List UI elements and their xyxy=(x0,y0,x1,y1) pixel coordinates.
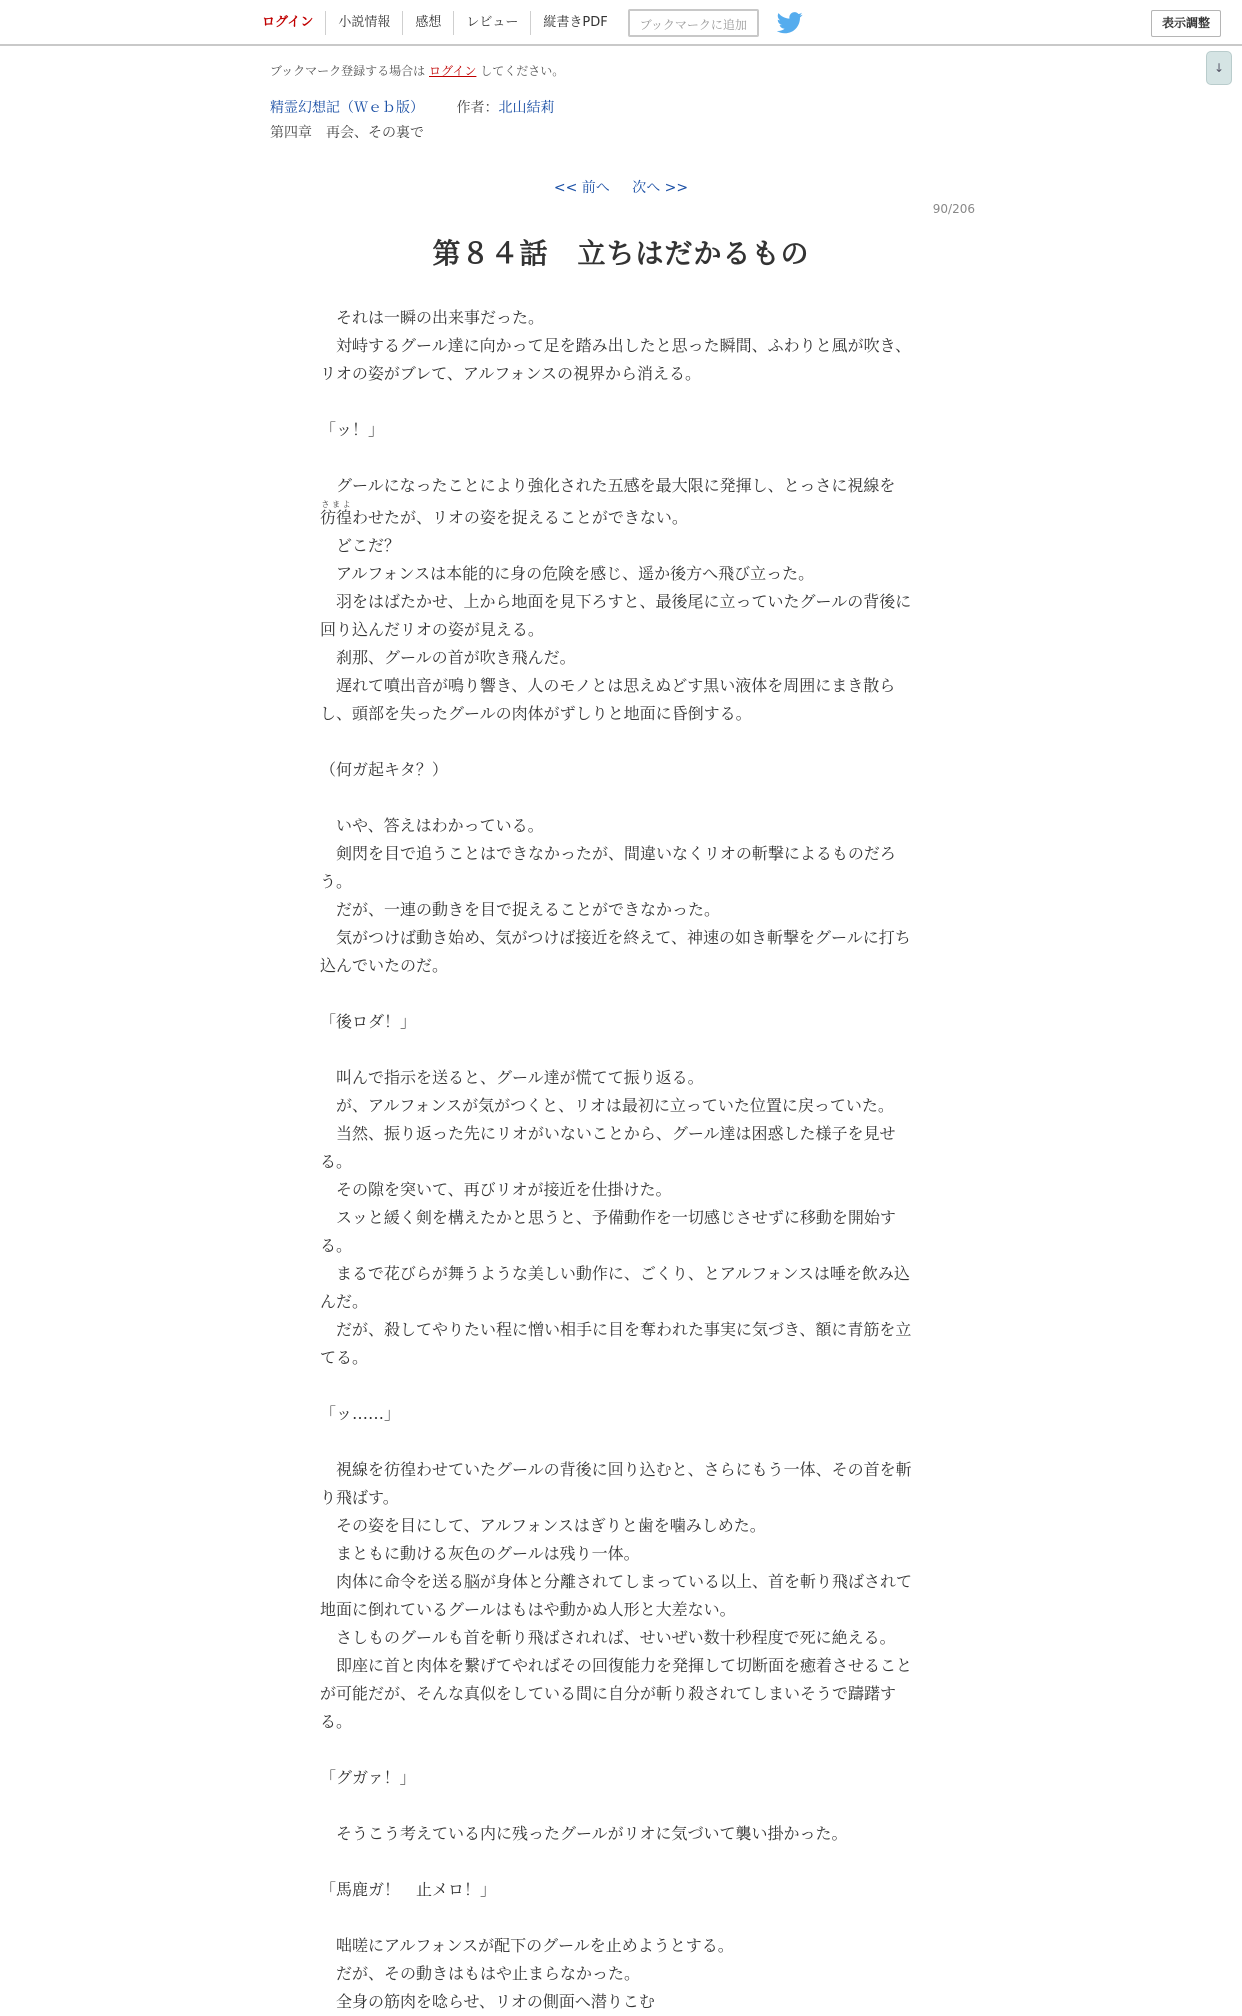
next-episode-link[interactable]: 次へ >> xyxy=(632,180,689,196)
author-name-link[interactable]: 北山結莉 xyxy=(498,100,555,116)
novel-paragraph: アルフォンスは本能的に身の危険を感じ、遥か後方へ飛び立った。 xyxy=(320,564,815,583)
novel-paragraph: 遅れて噴出音が鳴り響き、人のモノとは思えぬどす黒い液体を周囲にまき散らし、頭部を失ったグールの肉体がずしりと地面に昏倒する。 xyxy=(320,676,896,723)
top-navigation-bar xyxy=(0,0,1242,46)
novel-paragraph xyxy=(320,784,920,812)
novel-paragraph: その隙を突いて、再びリオが接近を仕掛けた。 xyxy=(320,1180,672,1199)
ruby-base: 彷徨 xyxy=(320,508,353,527)
author-label: 作者： xyxy=(456,100,499,116)
novel-paragraph: 「ッ……」 xyxy=(320,1404,401,1423)
ruby-text xyxy=(320,500,353,527)
bookmark-notice-after: してください。 xyxy=(480,64,565,78)
twitter-bird-icon[interactable] xyxy=(777,12,803,34)
novel-paragraph: 「ッ！」 xyxy=(320,420,385,439)
novel-paragraph: 羽をはばたかせ、上から地面を見下ろすと、最後尾に立っていたグールの背後に回り込んだリオの姿が見える。 xyxy=(320,592,912,639)
bookmark-notice xyxy=(270,62,564,79)
novel-paragraph: が、アルフォンスが気がつくと、リオは最初に立っていた位置に戻っていた。 xyxy=(320,1096,894,1115)
novel-paragraph: 「後ロダ！」 xyxy=(320,1012,417,1031)
novel-paragraph xyxy=(320,728,920,756)
novel-paragraph: だが、殺してやりたい程に憎い相手に目を奪われた事実に気づき、額に青筋を立てる。 xyxy=(320,1320,912,1367)
bookmark-notice-login-link[interactable]: ログイン xyxy=(429,64,477,78)
novel-paragraph: （何ガ起キタ？） xyxy=(320,760,448,779)
novel-paragraph: 気がつけば動き始め、気がつけば接近を終えて、神速の如き斬撃をグールに打ち込んでいたのだ。 xyxy=(320,928,911,975)
novel-paragraph: いや、答えはわかっている。 xyxy=(320,816,544,835)
nav-vertical-pdf-link[interactable]: 縦書きPDF xyxy=(543,15,608,30)
episode-title: 第８４話 立ちはだかるもの xyxy=(432,237,810,270)
series-author-line xyxy=(270,97,554,117)
novel-paragraph xyxy=(320,1372,920,1400)
scroll-down-button[interactable]: ↓ xyxy=(1206,51,1232,85)
novel-paragraph: 「グガァ！」 xyxy=(320,1768,416,1787)
nav-novel-info-link[interactable]: 小説情報 xyxy=(326,11,403,35)
novel-paragraph: まるで花びらが舞うような美しい動作に、ごくり、とアルフォンスは唾を飲み込んだ。 xyxy=(320,1264,910,1311)
ruby-rest: わせたが、リオの姿を捉えることができない。 xyxy=(352,508,688,527)
novel-paragraph xyxy=(320,1036,920,1064)
novel-paragraph: 肉体に命令を送る脳が身体と分離されてしまっている以上、首を斬り飛ばされて地面に倒れているグールはもはや動かぬ人形と大差ない。 xyxy=(320,1572,913,1619)
episode-count: 90/206 xyxy=(932,202,975,216)
nav-impressions-link[interactable]: 感想 xyxy=(403,11,454,35)
novel-paragraph: グールになったことにより強化された五感を最大限に発揮し、とっさに視線を xyxy=(320,476,896,495)
chapter-title: 第四章 再会、その裏で xyxy=(270,125,424,141)
novel-paragraph: だが、一連の動きを目で捉えることができなかった。 xyxy=(320,900,721,919)
novel-paragraph: だが、その動きはもはや止まらなかった。 xyxy=(320,1964,641,1983)
novel-paragraph: 「馬鹿ガ！ 止メロ！」 xyxy=(320,1880,497,1899)
nav-review-link[interactable]: レビュー xyxy=(454,11,531,35)
ruby-reading: さまよ xyxy=(320,500,352,509)
novel-paragraph: 即座に首と肉体を繋げてやればその回復能力を発揮して切断面を癒着させることが可能だが、そんな真似をしている間に自分が斬り殺されてしまいそうで躊躇する。 xyxy=(320,1656,913,1731)
novel-paragraph-ruby xyxy=(320,500,920,532)
novel-paragraph xyxy=(320,444,920,472)
nav-login-link[interactable]: ログイン xyxy=(252,11,326,35)
novel-paragraph xyxy=(320,1904,920,1932)
novel-paragraph: どこだ？ xyxy=(320,536,401,555)
novel-paragraph xyxy=(320,1428,920,1456)
novel-paragraph: まともに動ける灰色のグールは残り一体。 xyxy=(320,1544,640,1563)
novel-paragraph xyxy=(320,1736,920,1764)
novel-paragraph: 全身の筋肉を唸らせ、リオの側面へ潜りこむ xyxy=(320,1992,655,2011)
novel-paragraph: スッと緩く剣を構えたかと思うと、予備動作を一切感じさせずに移動を開始する。 xyxy=(320,1208,896,1255)
novel-paragraph: さしものグールも首を斬り飛ばされれば、せいぜい数十秒程度で死に絶える。 xyxy=(320,1628,896,1647)
display-settings-button[interactable]: 表示調整 xyxy=(1151,10,1221,37)
series-title-link[interactable]: 精霊幻想記（Ｗｅｂ版） xyxy=(270,100,424,116)
episode-pager xyxy=(0,177,1242,197)
novel-paragraph: 対峙するグール達に向かって足を踏み出したと思った瞬間、ふわりと風が吹き、リオの姿がブレて、アルフォンスの視界から消える。 xyxy=(320,336,912,383)
novel-paragraph xyxy=(320,1848,920,1876)
add-bookmark-button[interactable]: ブックマークに追加 xyxy=(628,9,759,37)
novel-paragraph: 叫んで指示を送ると、グール達が慌てて振り返る。 xyxy=(320,1068,704,1087)
main-nav xyxy=(252,0,803,46)
novel-paragraph xyxy=(320,1792,920,1820)
novel-paragraph: 視線を彷徨わせていたグールの背後に回り込むと、さらにもう一体、その首を斬り飛ばす。 xyxy=(320,1460,912,1507)
novel-paragraph: 刹那、グールの首が吹き飛んだ。 xyxy=(320,648,576,667)
novel-paragraph: その姿を目にして、アルフォンスはぎりと歯を噛みしめた。 xyxy=(320,1516,766,1535)
novel-paragraph: それは一瞬の出来事だった。 xyxy=(320,308,545,327)
novel-body xyxy=(320,304,920,2016)
prev-episode-link[interactable]: << 前へ xyxy=(553,180,610,196)
novel-paragraph: 剣閃を目で追うことはできなかったが、間違いなくリオの斬撃によるものだろう。 xyxy=(320,844,896,891)
bookmark-notice-before: ブックマーク登録する場合は xyxy=(270,64,426,78)
novel-paragraph xyxy=(320,980,920,1008)
novel-paragraph xyxy=(320,388,920,416)
novel-paragraph: 当然、振り返った先にリオがいないことから、グール達は困惑した様子を見せる。 xyxy=(320,1124,896,1171)
novel-paragraph: そうこう考えている内に残ったグールがリオに気づいて襲い掛かった。 xyxy=(320,1824,848,1843)
novel-paragraph: 咄嗟にアルフォンスが配下のグールを止めようとする。 xyxy=(320,1936,734,1955)
